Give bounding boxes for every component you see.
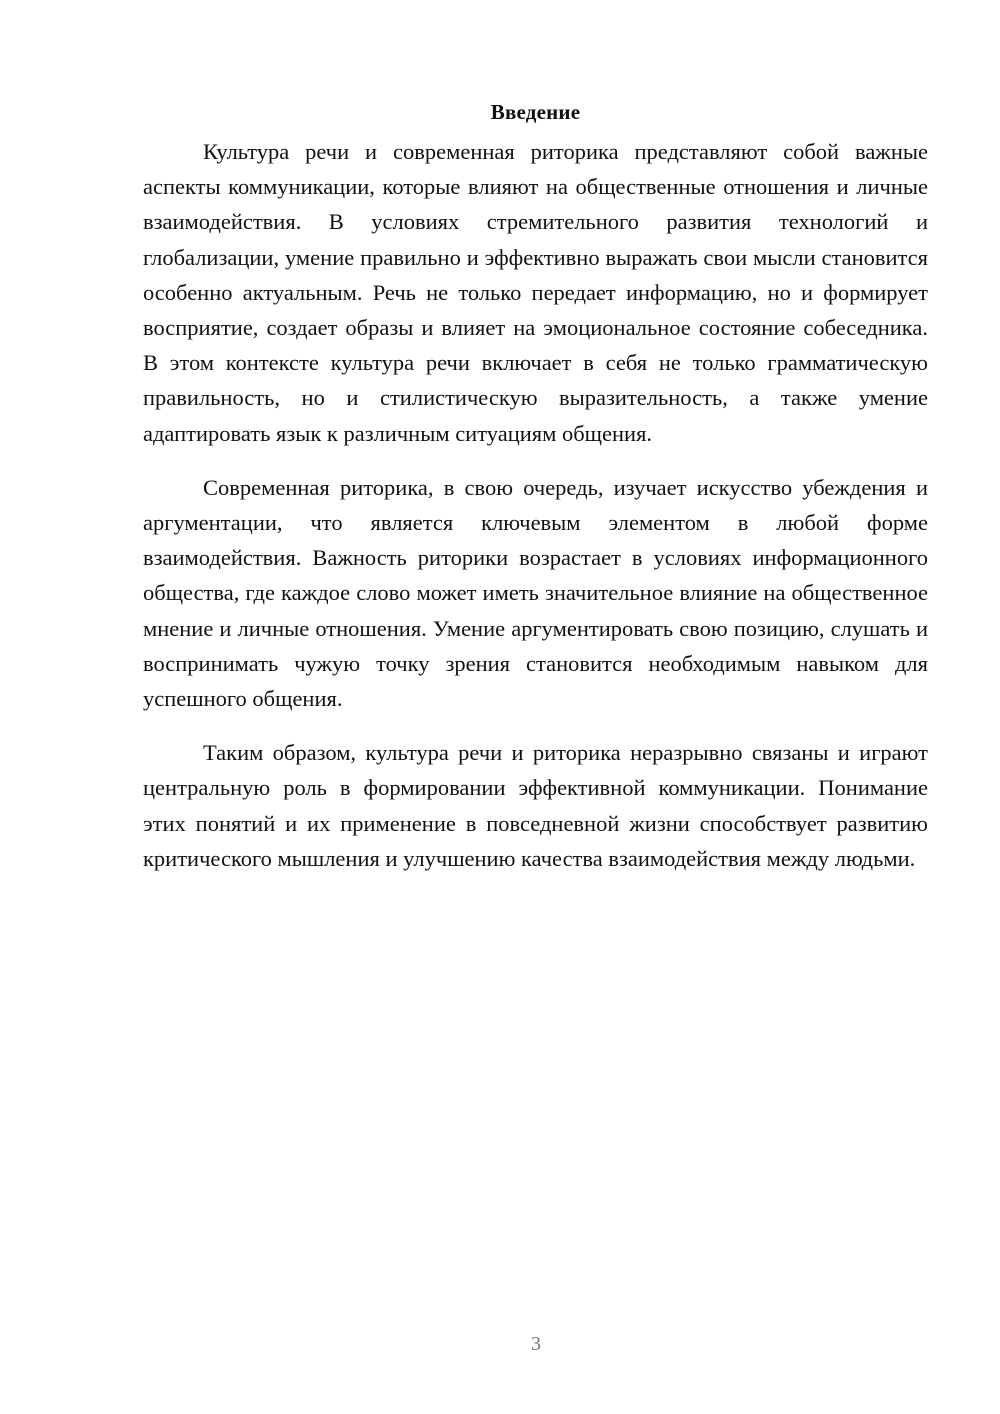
paragraph-2: Современная риторика, в свою очередь, изучает искусство убеждения и аргументации, что является ключевым элементом в любой форме взаимодействия. Важность риторики возрастает в условиях информационного общества, где каждое слово может иметь значительное влияние на общественное мнение и личные отношения. Умение аргументировать свою позицию, слушать и воспринимать чужую точку зрения становится необходимым навыком для успешного общения. — [143, 474, 928, 712]
page-content — [143, 96, 928, 895]
section-title: Введение — [490, 100, 581, 124]
paragraph-3: Таким образом, культура речи и риторика неразрывно связаны и играют центральную роль в формировании эффективной коммуникации. Понимание этих понятий и их применение в повседневной жизни способствует развитию критического мышления и улучшению качества взаимодействия между людьми. — [143, 740, 928, 871]
page-number: 3 — [531, 1333, 541, 1355]
paragraph-1: Культура речи и современная риторика представляют собой важные аспекты коммуникации, которые влияют на общественные отношения и личные взаимодействия. В условиях стремительного развития технологий и глобализации, умение правильно и эффективно выражать свои мысли становится особенно актуальным. Речь не только передает информацию, но и формирует восприятие, создает образы и влияет на эмоциональное состояние собеседника. В этом контексте культура речи включает в себя не только грамматическую правильность, но и стилистическую выразительность, а также умение адаптировать язык к различным ситуациям общения. — [143, 139, 928, 446]
